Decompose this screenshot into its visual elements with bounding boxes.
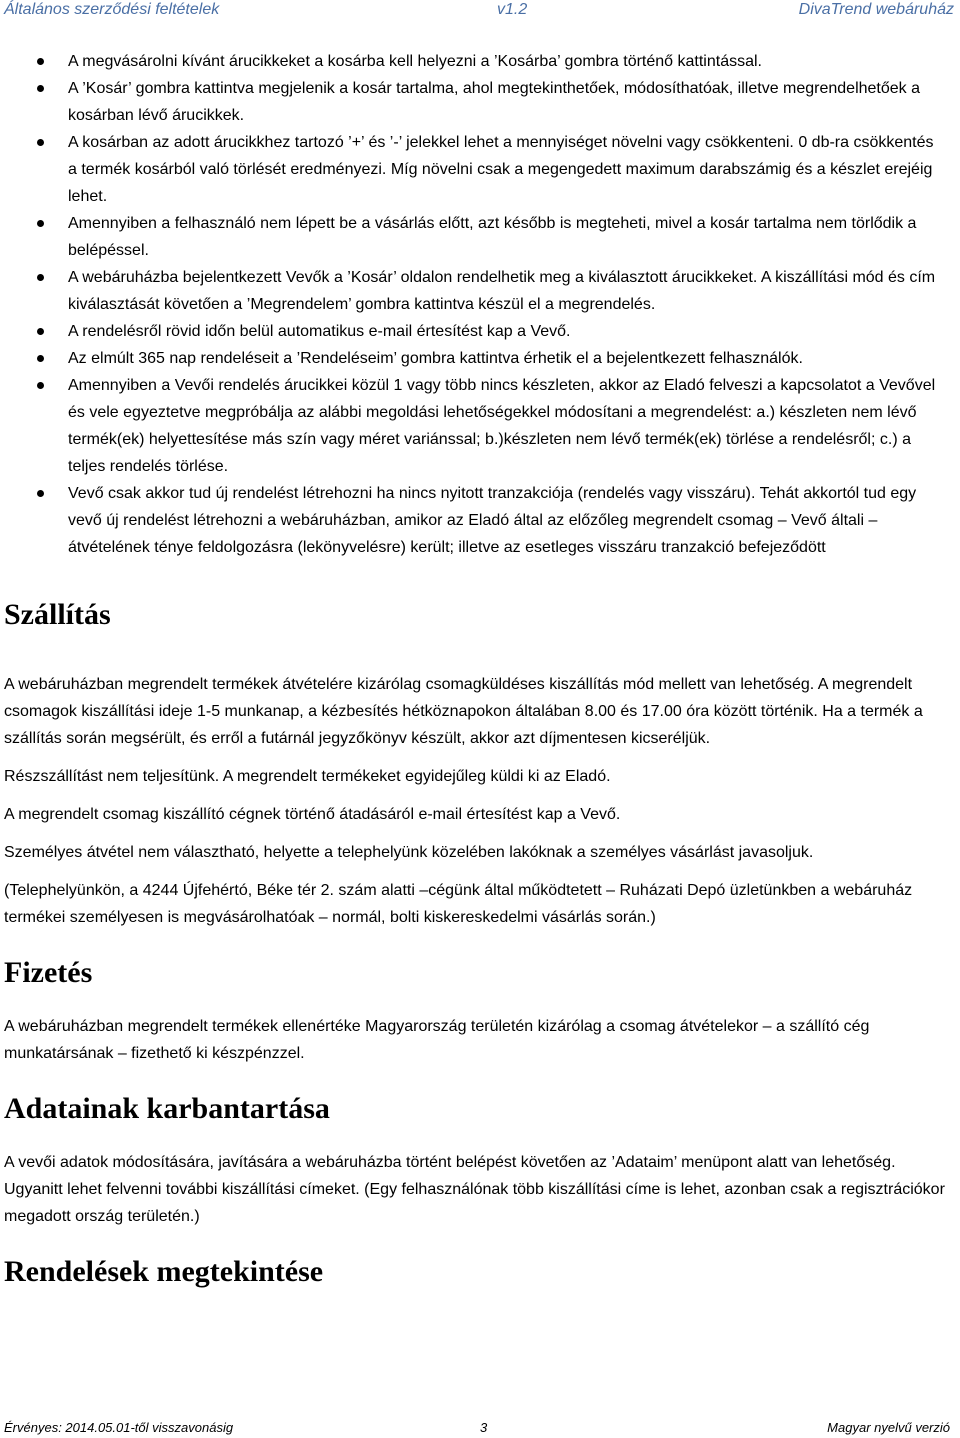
list-item: Az elmúlt 365 nap rendeléseit a ’Rendeléseim’ gombra kattintva érhetik el a bejelentkezett felhasználók. xyxy=(0,345,960,372)
section-title-shipping: Szállítás xyxy=(4,598,111,631)
payment-paragraph: A webáruházban megrendelt termékek ellenértéke Magyarország területén kizárólag a csomag átvételekor – a szállító cég munkatársának – fizethető ki készpénzzel. xyxy=(4,1018,870,1062)
header-version: v1.2 xyxy=(497,1,528,18)
list-item: Amennyiben a Vevői rendelés árucikkei közül 1 vagy több nincs készleten, akkor az Eladó felveszi a kapcsolatot a Vevővel és vele egyeztetve megpróbálja az alábbi megoldási lehetőségekkel módosítani a megrendelést: a.) készleten nem lévő termék(ek) helyettesítése más szín vagy méret variánssal; b.)készleten nem lévő termék(ek) törlése a rendelésről; c.) a teljes rendelés törlése. xyxy=(0,372,960,480)
shipping-paragraph: Személyes átvétel nem választható, helyette a telephelyünk közelében lakóknak a személyes vásárlást javasoljuk. xyxy=(4,844,814,861)
shipping-paragraph: Részszállítást nem teljesítünk. A megrendelt termékeket egyidejűleg küldi ki az Eladó. xyxy=(4,768,611,785)
shipping-paragraph: A webáruházban megrendelt termékek átvételére kizárólag csomagküldéses kiszállítás mód mellett van lehetőség. A megrendelt csomagok kiszállítási ideje 1-5 munkanap, a kézbesítés hétköznapokon általában 8.00 és 17.00 óra között történik. Ha a termék a szállítás során megsérült, és erről a futárnál jegyzőkönyv készült, akkor azt díjmentesen kicseréljük. xyxy=(4,676,923,747)
list-item: A webáruházba bejelentkezett Vevők a ’Kosár’ oldalon rendelhetik meg a kiválasztott árucikkeket. A kiszállítási mód és cím kiválasztását követően a ’Megrendelem’ gombra kattintva készül el a megrendelés. xyxy=(0,264,960,318)
list-item: A ’Kosár’ gombra kattintva megjelenik a kosár tartalma, ahol megtekinthetőek, módosíthatóak, illetve megrendelhetőek a kosárban lévő árucikkek. xyxy=(0,75,960,129)
footer-validity: Érvényes: 2014.05.01-től visszavonásig xyxy=(4,1420,234,1435)
header-document-title: Általános szerződési feltételek xyxy=(4,1,220,18)
section-title-data-maintenance: Adatainak karbantartása xyxy=(4,1092,330,1125)
shipping-paragraph: A megrendelt csomag kiszállító cégnek történő átadásáról e-mail értesítést kap a Vevő. xyxy=(4,806,621,823)
list-item: Vevő csak akkor tud új rendelést létrehozni ha nincs nyitott tranzakciója (rendelés vagy visszáru). Tehát akkortól tud egy vevő új rendelést létrehozni a webáruházban, amikor az Eladó által az előzőleg megrendelt csomag – Vevő általi – átvételének ténye feldolgozásra (lekönyvelésre) került; illetve az esetleges visszáru tranzakció befejeződött xyxy=(0,480,960,561)
page-footer xyxy=(0,1418,960,1438)
section-title-payment: Fizetés xyxy=(4,956,93,989)
list-item: Amennyiben a felhasználó nem lépett be a vásárlás előtt, azt később is megteheti, mivel a kosár tartalma nem törlődik a belépéssel. xyxy=(0,210,960,264)
data-maintenance-paragraph: A vevői adatok módosítására, javítására a webáruházba történt belépést követően az ’Adataim’ menüpont alatt van lehetőség. Ugyanitt lehet felvenni további kiszállítási címeket. (Egy felhasználónak több kiszállítási címe is lehet, azonban csak a regisztrációkor megadott ország területén.) xyxy=(4,1154,945,1225)
page-header xyxy=(0,0,960,28)
list-item: A megvásárolni kívánt árucikkeket a kosárba kell helyezni a ’Kosárba’ gombra történő kattintással. xyxy=(0,48,960,75)
section-title-orders: Rendelések megtekintése xyxy=(4,1255,324,1288)
list-item: A rendelésről rövid időn belül automatikus e-mail értesítést kap a Vevő. xyxy=(0,318,960,345)
list-item: A kosárban az adott árucikkhez tartozó ’+’ és ’-’ jelekkel lehet a mennyiséget növelni vagy csökkenteni. 0 db-ra csökkentés a termék kosárból való törlését eredményezi. Míg növelni csak a megengedett maximum darabszámig és a készlet erejéig lehet. xyxy=(0,129,960,210)
document-body xyxy=(0,48,960,1292)
shipping-paragraph: (Telephelyünkön, a 4244 Újfehértó, Béke tér 2. szám alatti –cégünk által működtetett – Ruházati Depó üzletünkben a webáruház termékei személyesen is megvásárolhatóak – normál, bolti kiskereskedelmi vásárlás során.) xyxy=(4,882,913,926)
footer-page-number: 3 xyxy=(480,1420,488,1435)
cart-rules-list xyxy=(0,48,960,561)
header-shop-name: DivaTrend webáruház xyxy=(798,1,954,18)
footer-language: Magyar nyelvű verzió xyxy=(827,1420,950,1435)
